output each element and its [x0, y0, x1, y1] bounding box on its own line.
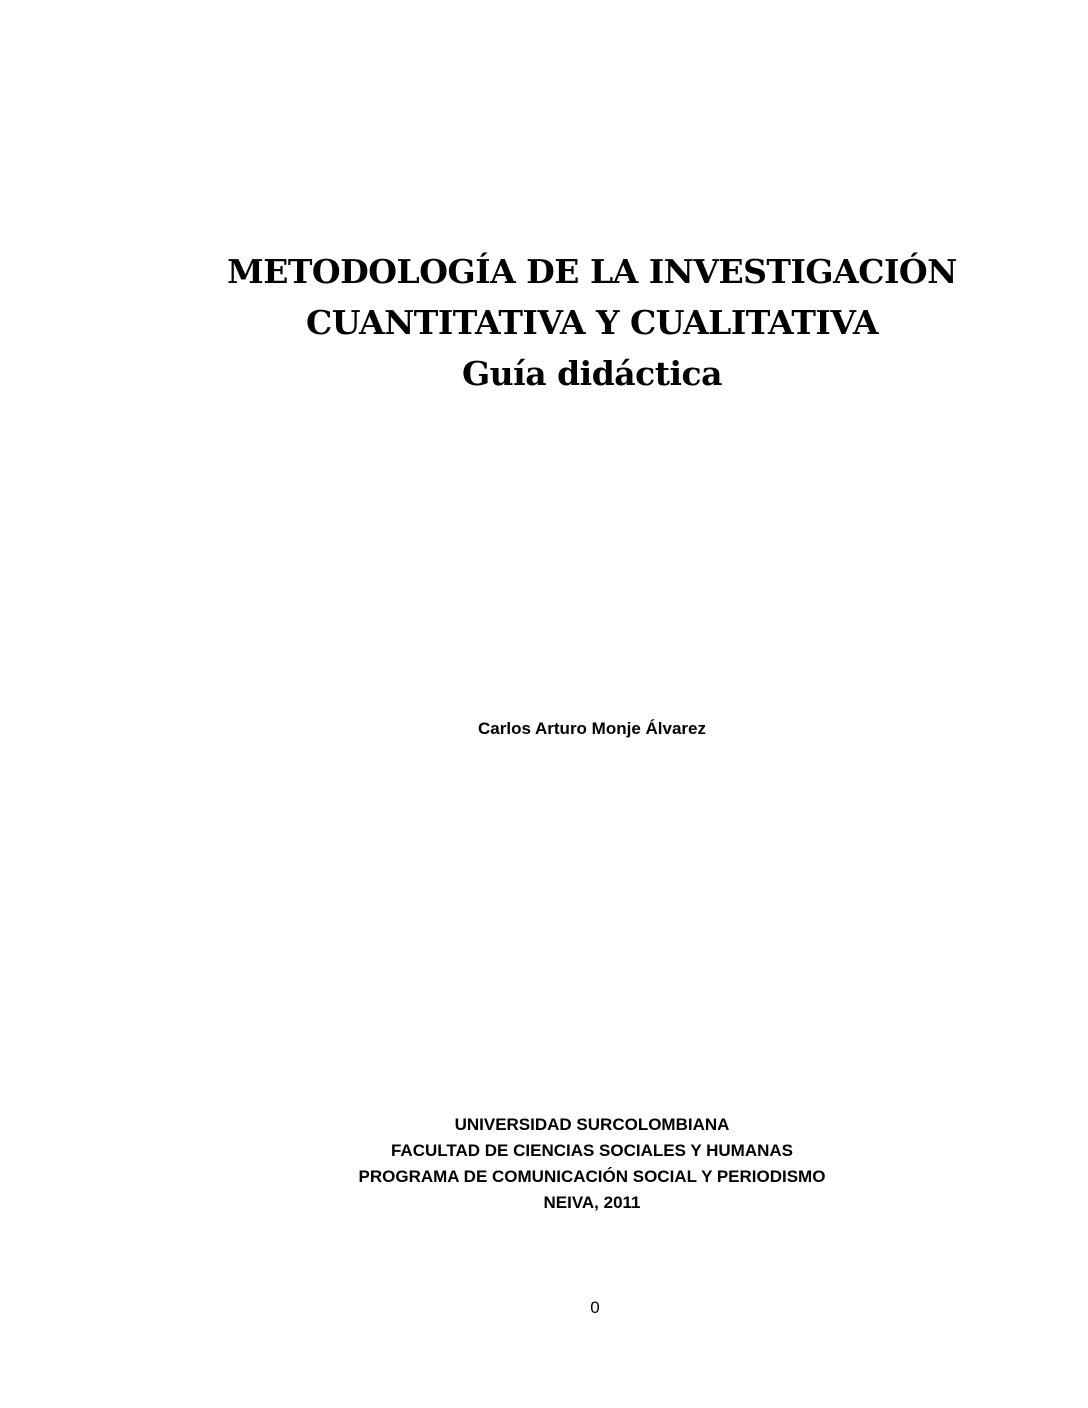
- subtitle: Guía didáctica: [462, 354, 722, 393]
- title-line-2: CUANTITATIVA Y CUALITATIVA: [306, 303, 878, 342]
- program-name: PROGRAMA DE COMUNICACIÓN SOCIAL Y PERIODISMO: [358, 1167, 826, 1186]
- institution-info: [200, 1112, 984, 1216]
- page-number: 0: [590, 1298, 600, 1317]
- document-title: [200, 246, 984, 399]
- author-name: Carlos Arturo Monje Álvarez: [478, 719, 706, 738]
- place-year: NEIVA, 2011: [543, 1193, 641, 1212]
- university-name: UNIVERSIDAD SURCOLOMBIANA: [454, 1115, 730, 1134]
- faculty-name: FACULTAD DE CIENCIAS SOCIALES Y HUMANAS: [390, 1141, 794, 1160]
- title-line-1: METODOLOGÍA DE LA INVESTIGACIÓN: [227, 252, 957, 291]
